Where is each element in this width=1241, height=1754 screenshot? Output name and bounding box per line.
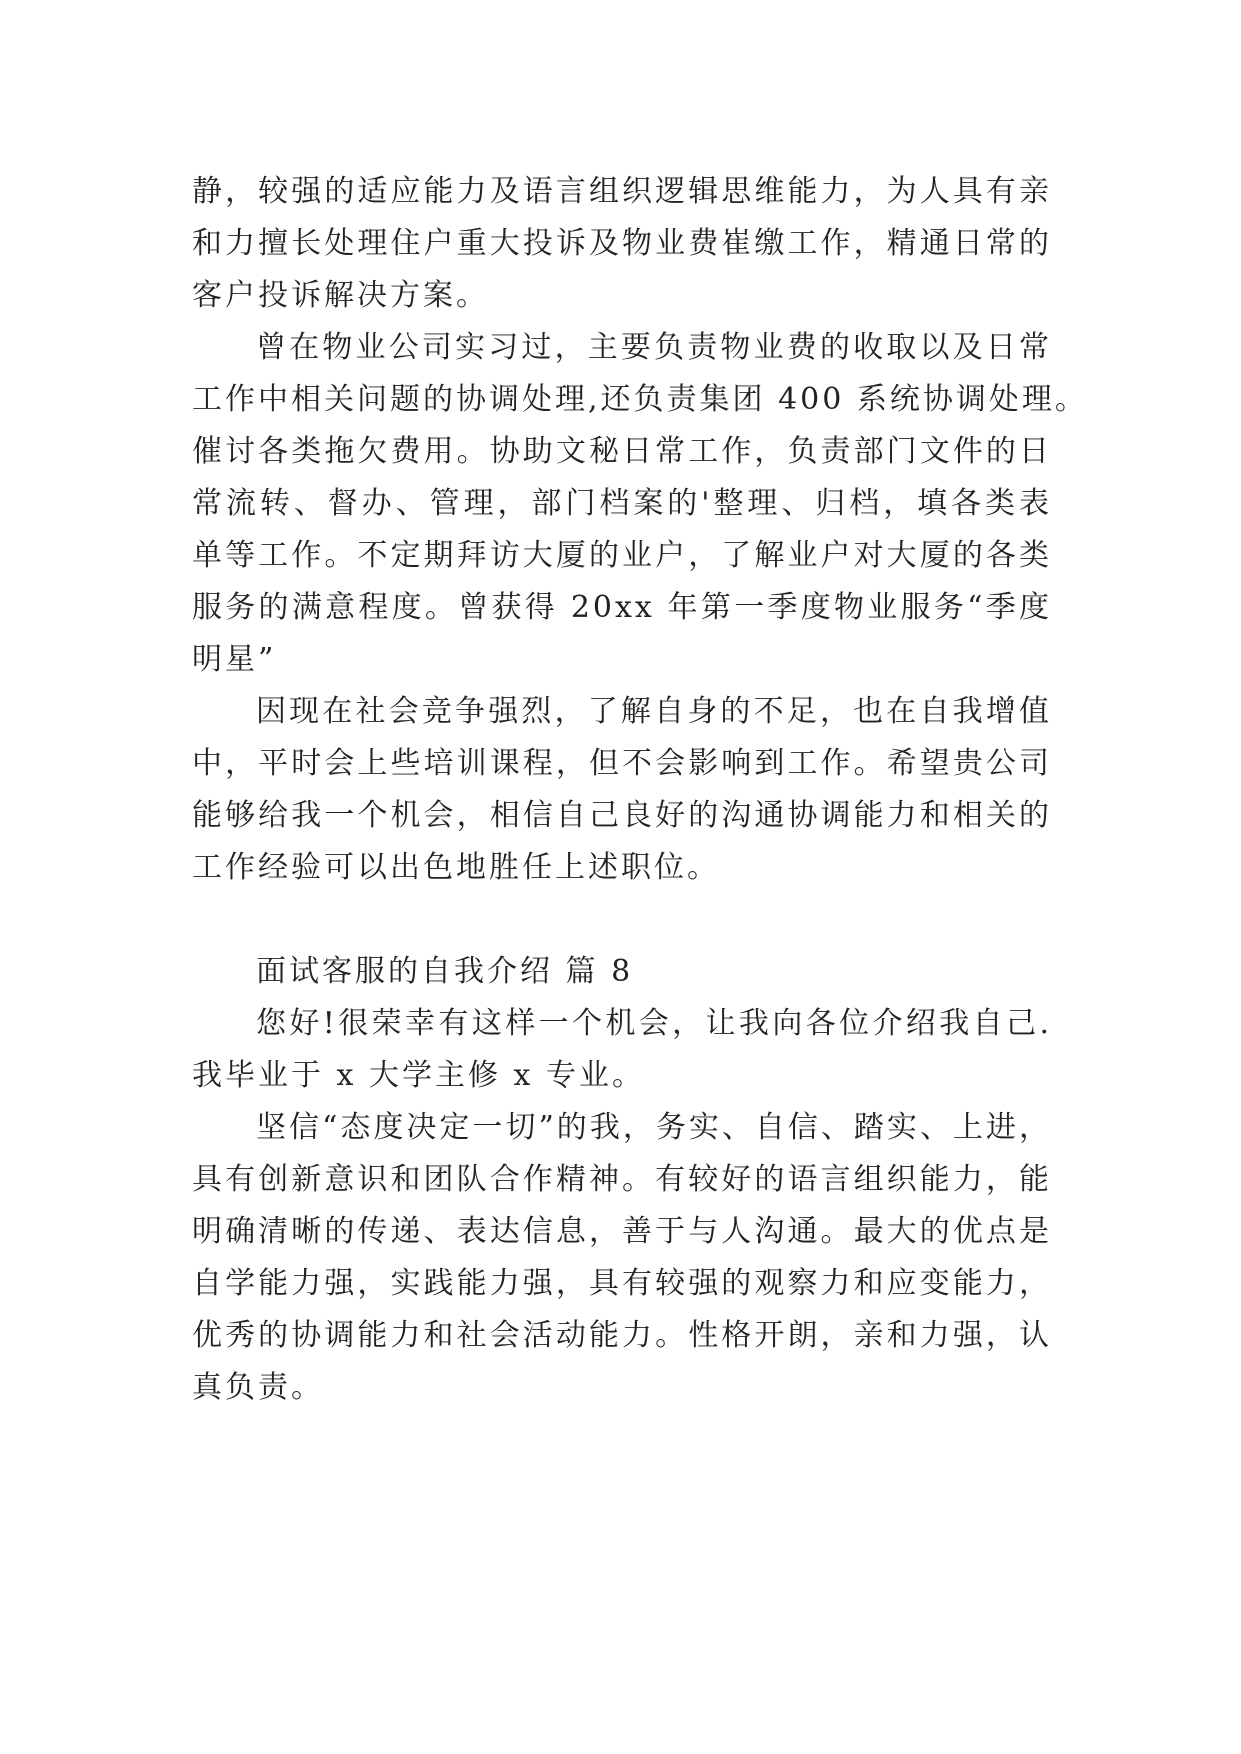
paragraph-2-line-4: 常流转、督办、管理，部门档案的'整理、归档，填各类表	[192, 486, 1052, 521]
paragraph-2-line-6: 服务的满意程度。曾获得 20xx 年第一季度物业服务“季度	[192, 590, 1052, 625]
paragraph-2-line-1: 曾在物业公司实习过，主要负责物业费的收取以及日常	[256, 330, 1052, 365]
paragraph-1-line-1: 静，较强的适应能力及语言组织逻辑思维能力，为人具有亲	[192, 174, 1052, 209]
paragraph-2-line-5: 单等工作。不定期拜访大厦的业户，了解业户对大厦的各类	[192, 538, 1052, 573]
paragraph-4-line-1: 您好!很荣幸有这样一个机会，让我向各位介绍我自己.	[256, 1006, 1052, 1041]
paragraph-2-line-7: 明星”	[192, 642, 277, 677]
paragraph-3-line-1: 因现在社会竞争强烈，了解自身的不足，也在自我增值	[256, 694, 1052, 729]
paragraph-3-line-2: 中，平时会上些培训课程，但不会影响到工作。希望贵公司	[192, 746, 1052, 781]
paragraph-2-line-2: 工作中相关问题的协调处理,还负责集团 400 系统协调处理。	[192, 382, 1088, 417]
section-heading: 面试客服的自我介绍 篇 8	[256, 954, 634, 989]
paragraph-5-line-6: 真负责。	[192, 1370, 324, 1405]
paragraph-5-line-5: 优秀的协调能力和社会活动能力。性格开朗，亲和力强，认	[192, 1318, 1052, 1353]
paragraph-4-line-2: 我毕业于 x 大学主修 x 专业。	[192, 1058, 645, 1093]
paragraph-1-line-2: 和力擅长处理住户重大投诉及物业费崔缴工作，精通日常的	[192, 226, 1052, 261]
paragraph-3-line-4: 工作经验可以出色地胜任上述职位。	[192, 850, 720, 885]
paragraph-5-line-2: 具有创新意识和团队合作精神。有较好的语言组织能力，能	[192, 1162, 1052, 1197]
paragraph-1-line-3: 客户投诉解决方案。	[192, 278, 489, 313]
paragraph-2-line-3: 催讨各类拖欠费用。协助文秘日常工作，负责部门文件的日	[192, 434, 1052, 469]
paragraph-5-line-3: 明确清晰的传递、表达信息，善于与人沟通。最大的优点是	[192, 1214, 1052, 1249]
paragraph-5-line-4: 自学能力强，实践能力强，具有较强的观察力和应变能力，	[192, 1266, 1052, 1301]
paragraph-3-line-3: 能够给我一个机会，相信自己良好的沟通协调能力和相关的	[192, 798, 1052, 833]
paragraph-5-line-1: 坚信“态度决定一切”的我，务实、自信、踏实、上进，	[256, 1110, 1052, 1145]
